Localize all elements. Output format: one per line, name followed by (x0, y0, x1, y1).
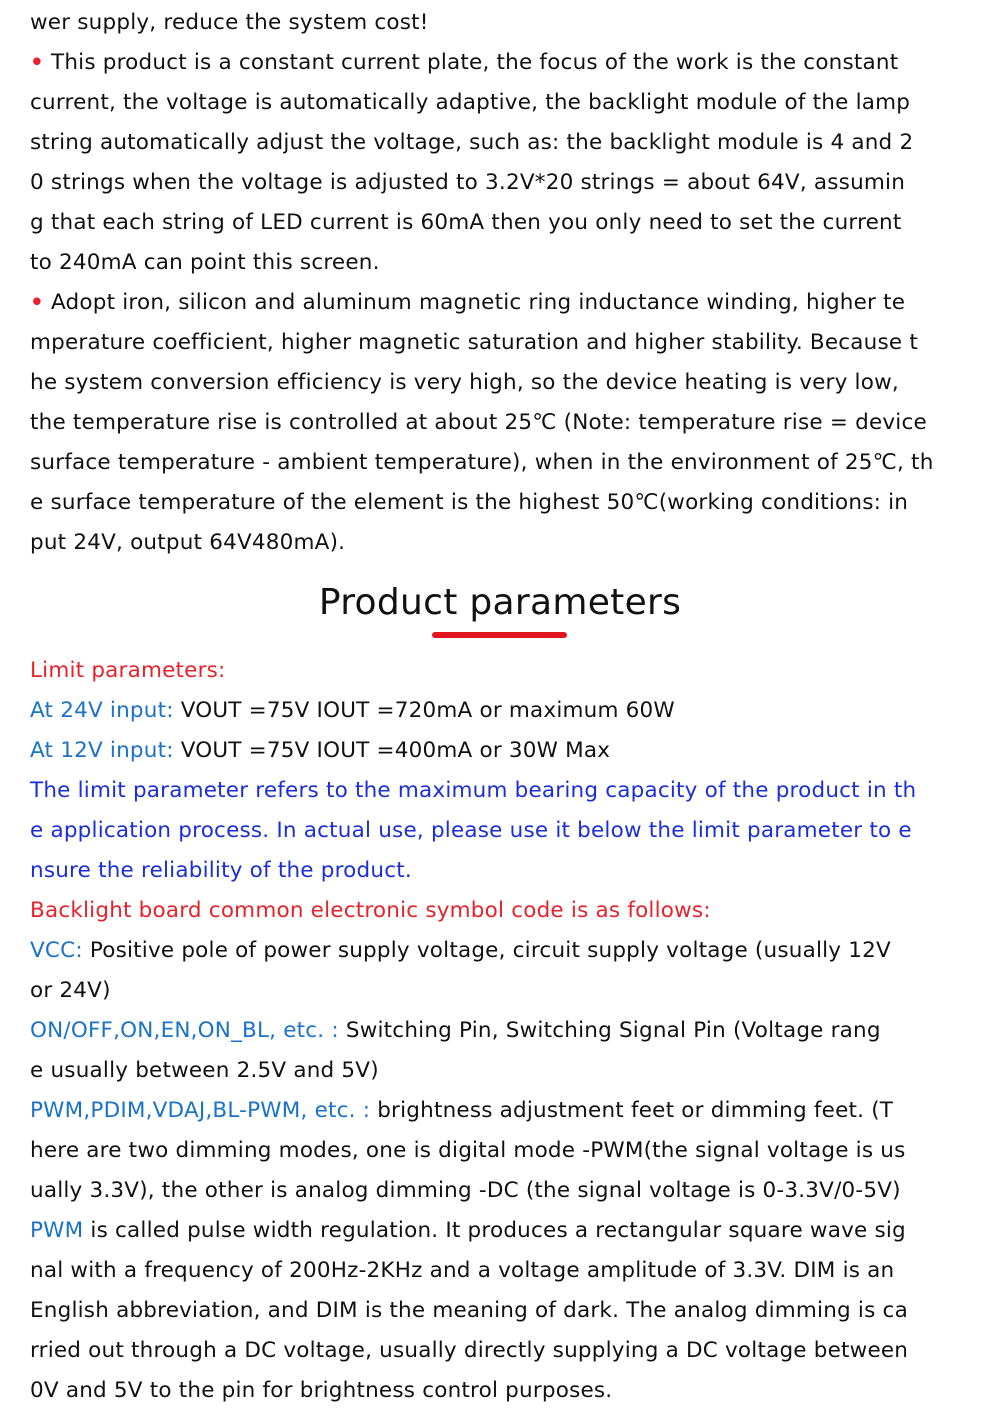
vcc-text: Positive pole of power supply voltage, circuit supply voltage (usually 12V (82, 938, 891, 963)
intro-line-5 (30, 163, 985, 203)
vcc-label: VCC: (30, 938, 83, 963)
intro-text: Adopt iron, silicon and aluminum magnetic ring inductance winding, higher te (43, 290, 906, 315)
bullet-icon: • (30, 50, 44, 75)
onoff-text: Switching Pin, Switching Signal Pin (Voltage rang (338, 1018, 881, 1043)
param-24v-label: At 24V input: (30, 698, 174, 723)
param-24v-row (30, 691, 985, 731)
intro-text: the temperature rise is controlled at about 25℃ (Note: temperature rise = device (30, 410, 927, 435)
limit-parameters-heading: Limit parameters: (30, 658, 226, 683)
pwm-definition-text: is called pulse width regulation. It produces a rectangular square wave sig (83, 1218, 906, 1243)
pwm-text: brightness adjustment feet or dimming feet. (T (370, 1098, 894, 1123)
onoff-row-cont: e usually between 2.5V and 5V) (30, 1058, 379, 1083)
pwm-definition-row (30, 1211, 985, 1251)
param-12v-value: VOUT =75V IOUT =400mA or 30W Max (173, 738, 611, 763)
pwm-label: PWM,PDIM,VDAJ,BL-PWM, etc. : (30, 1098, 371, 1123)
title-underline (432, 632, 567, 638)
pwm-definition-cont-2: English abbreviation, and DIM is the meaning of dark. The analog dimming is ca (30, 1298, 908, 1323)
intro-line-3 (30, 83, 985, 123)
intro-text: current, the voltage is automatically adaptive, the backlight module of the lamp (30, 90, 911, 115)
section-title: Product parameters (318, 582, 682, 623)
intro-text: put 24V, output 64V480mA). (30, 530, 346, 555)
intro-line-1 (30, 3, 985, 43)
intro-line-10 (30, 363, 985, 403)
intro-line-6 (30, 203, 985, 243)
intro-text: string automatically adjust the voltage, such as: the backlight module is 4 and 2 (30, 130, 914, 155)
onoff-label: ON/OFF,ON,EN,ON_BL, etc. : (30, 1018, 339, 1043)
intro-text: g that each string of LED current is 60mA then you only need to set the current (30, 210, 902, 235)
intro-line-7 (30, 243, 985, 283)
limit-note-line-2: e application process. In actual use, please use it below the limit parameter to e (30, 818, 912, 843)
intro-text: 0 strings when the voltage is adjusted to 3.2V*20 strings = about 64V, assumin (30, 170, 906, 195)
param-24v-value: VOUT =75V IOUT =720mA or maximum 60W (173, 698, 675, 723)
intro-line-8 (30, 283, 985, 323)
intro-text: This product is a constant current plate, the focus of the work is the constant (43, 50, 899, 75)
symbol-code-heading: Backlight board common electronic symbol code is as follows: (30, 898, 711, 923)
intro-line-13 (30, 483, 985, 523)
pwm-row-cont-2: ually 3.3V), the other is analog dimming -DC (the signal voltage is 0-3.3V/0-5V) (30, 1178, 901, 1203)
onoff-row (30, 1011, 985, 1051)
pwm-definition-label: PWM (30, 1218, 84, 1243)
intro-text: surface temperature - ambient temperature), when in the environment of 25℃, th (30, 450, 934, 475)
intro-text: to 240mA can point this screen. (30, 250, 380, 275)
pwm-row (30, 1091, 985, 1131)
intro-text: e surface temperature of the element is the highest 50℃(working conditions: in (30, 490, 909, 515)
limit-note-line-3: nsure the reliability of the product. (30, 858, 412, 883)
pwm-definition-cont-1: nal with a frequency of 200Hz-2KHz and a voltage amplitude of 3.3V. DIM is an (30, 1258, 895, 1283)
param-12v-label: At 12V input: (30, 738, 174, 763)
param-12v-row (30, 731, 985, 771)
intro-line-4 (30, 123, 985, 163)
limit-note-line-1: The limit parameter refers to the maximum bearing capacity of the product in th (30, 778, 917, 803)
vcc-row-cont: or 24V) (30, 978, 111, 1003)
pwm-definition-cont-3: rried out through a DC voltage, usually directly supplying a DC voltage between (30, 1338, 909, 1363)
bullet-icon: • (30, 290, 44, 315)
intro-line-11 (30, 403, 985, 443)
intro-line-12 (30, 443, 985, 483)
intro-line-14 (30, 523, 985, 563)
intro-line-9 (30, 323, 985, 363)
intro-text: he system conversion efficiency is very high, so the device heating is very low, (30, 370, 899, 395)
pwm-row-cont-1: here are two dimming modes, one is digital mode -PWM(the signal voltage is us (30, 1138, 906, 1163)
vcc-row (30, 931, 985, 971)
intro-text: mperature coefficient, higher magnetic saturation and higher stability. Because t (30, 330, 918, 355)
intro-line-2 (30, 43, 985, 83)
intro-text: wer supply, reduce the system cost! (30, 10, 429, 35)
pwm-definition-cont-4: 0V and 5V to the pin for brightness control purposes. (30, 1378, 613, 1403)
